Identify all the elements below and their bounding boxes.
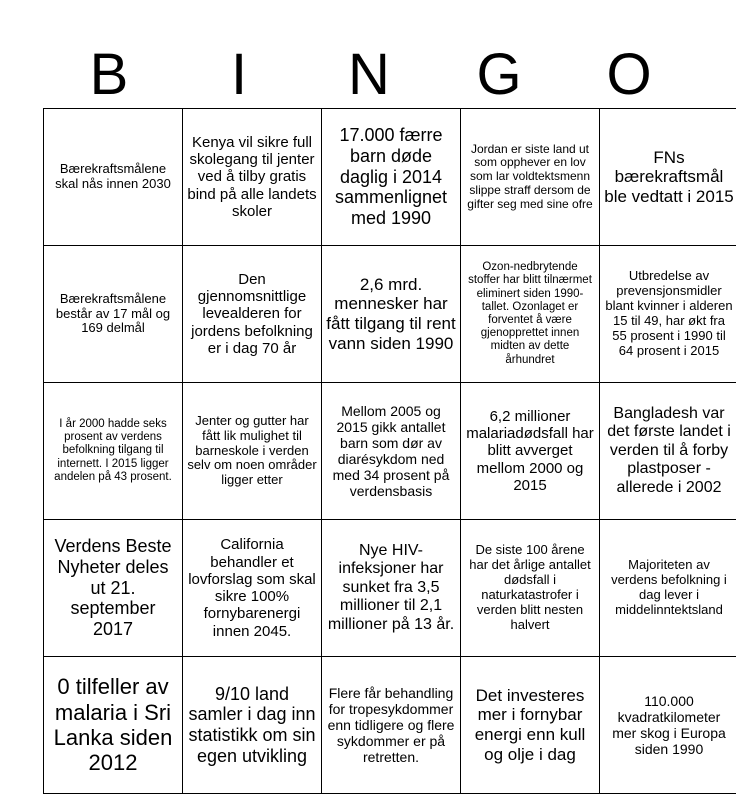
bingo-cell: De siste 100 årene har det årlige antallet dødsfall i naturkatastrofer i verden blitt nesten halvert	[461, 520, 600, 657]
bingo-board	[43, 108, 736, 794]
bingo-cell: Kenya vil sikre full skolegang til jenter ved å tilby gratis bind på alle landets skoler	[183, 109, 322, 246]
board-row-4	[44, 520, 736, 657]
bingo-cell: California behandler et lovforslag som skal sikre 100% fornybarenergi innen 2045.	[183, 520, 322, 657]
header-letter-b: B	[89, 41, 129, 107]
bingo-cell: Bangladesh var det første landet i verden til å forby plastposer - allerede i 2002	[600, 383, 736, 520]
bingo-cell: Det investeres mer i fornybar energi enn kull og olje i dag	[461, 657, 600, 794]
bingo-cell: Mellom 2005 og 2015 gikk antallet barn som dør av diarésykdom ned med 34 prosent på verdensbasis	[322, 383, 461, 520]
header-letter-i: I	[230, 41, 248, 107]
bingo-cell: Bærekraftsmålene består av 17 mål og 169 delmål	[44, 246, 183, 383]
bingo-cell: Jordan er siste land ut som opphever en lov som lar voldtektsmenn slippe straff dersom de gifter seg med sine ofre	[461, 109, 600, 246]
bingo-cell: 110.000 kvadratkilometer mer skog i Europa siden 1990	[600, 657, 736, 794]
header-letter-n: N	[348, 41, 390, 107]
bingo-cell: 9/10 land samler i dag inn statistikk om sin egen utvikling	[183, 657, 322, 794]
bingo-cell: 0 tilfeller av malaria i Sri Lanka siden 2012	[44, 657, 183, 794]
bingo-cell: Majoriteten av verdens befolkning i dag lever i middelinntektsland	[600, 520, 736, 657]
header-letter-g: G	[476, 41, 522, 107]
bingo-cell: Jenter og gutter har fått lik mulighet til barneskole i verden selv om noen områder ligger etter	[183, 383, 322, 520]
bingo-cell: 17.000 færre barn døde daglig i 2014 sammenlignet med 1990	[322, 109, 461, 246]
bingo-cell: Utbredelse av prevensjonsmidler blant kvinner i alderen 15 til 49, har økt fra 55 prosent i 1990 til 64 prosent i 2015	[600, 246, 736, 383]
bingo-cell: 6,2 millioner malariadødsfall har blitt avverget mellom 2000 og 2015	[461, 383, 600, 520]
bingo-cell: Flere får behandling for tropesykdommer enn tidligere og flere sykdommer er på retretten.	[322, 657, 461, 794]
bingo-header	[44, 40, 694, 108]
bingo-cell: 2,6 mrd. mennesker har fått tilgang til rent vann siden 1990	[322, 246, 461, 383]
bingo-cell: Nye HIV-infeksjoner har sunket fra 3,5 millioner til 2,1 millioner på 13 år.	[322, 520, 461, 657]
header-letter-o: O	[606, 41, 652, 107]
bingo-cell: FNs bærekraftsmål ble vedtatt i 2015	[600, 109, 736, 246]
bingo-cell: Verdens Beste Nyheter deles ut 21. september 2017	[44, 520, 183, 657]
board-row-1	[44, 109, 736, 246]
bingo-cell: Bærekraftsmålene skal nås innen 2030	[44, 109, 183, 246]
board-row-5	[44, 657, 736, 794]
bingo-cell: Den gjennomsnittlige levealderen for jordens befolkning er i dag 70 år	[183, 246, 322, 383]
bingo-cell: I år 2000 hadde seks prosent av verdens befolkning tilgang til internett. I 2015 ligger andelen på 43 prosent.	[44, 383, 183, 520]
board-row-3	[44, 383, 736, 520]
bingo-cell: Ozon-nedbrytende stoffer har blitt tilnærmet eliminert siden 1990-tallet. Ozonlaget er forventet å være gjenopprettet innen midten av dette århundret	[461, 246, 600, 383]
board-row-2	[44, 246, 736, 383]
